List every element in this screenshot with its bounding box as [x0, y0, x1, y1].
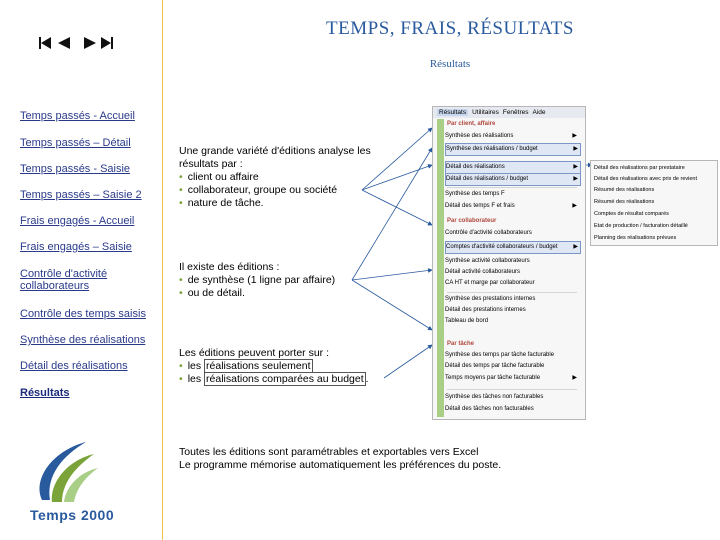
nav-link-temps-saisie[interactable]: Temps passés - Saisie	[20, 163, 131, 175]
logo-text: Temps 2000	[30, 507, 115, 523]
page-title: TEMPS, FRAIS, RÉSULTATS	[326, 18, 574, 39]
scope-intro: Les éditions peuvent porter sur :	[179, 347, 330, 359]
nav-link-frais-accueil[interactable]: Frais engagés - Accueil	[20, 215, 135, 227]
menu-item[interactable]: Comptes d'activité collaborateurs / budget ▶	[445, 241, 581, 254]
submenu-item[interactable]: Résumé des réalisations	[594, 199, 655, 205]
analysis-intro: Une grande variété d'éditions analyse les résultats par :	[179, 145, 371, 170]
menu-item[interactable]: Détail activité collaborateurs	[445, 269, 521, 275]
submenu-arrow-icon: ▶	[572, 203, 577, 209]
scope-item-budget: • les réalisations comparées au budget .	[179, 373, 419, 386]
nav-link-temps-detail[interactable]: Temps passés – Détail	[20, 137, 131, 149]
editions-item: • ou de détail.	[179, 287, 409, 300]
menu-utilitaires[interactable]: Utilitaires	[472, 109, 499, 116]
scope-realisations-seulement: réalisations seulement	[206, 360, 311, 372]
menu-section-collaborateur: Par collaborateur	[447, 218, 497, 224]
analysis-item: • nature de tâche.	[179, 197, 379, 210]
footer-line-2: Le programme mémorise automatiquement les préférences du poste.	[179, 459, 502, 471]
menu-item[interactable]: Détail des tâches non facturables	[445, 406, 534, 412]
menu-section-client: Par client, affaire	[447, 121, 496, 127]
menu-item[interactable]: Synthèse des tâches non facturables	[445, 394, 544, 400]
nav-link-controle-activite[interactable]: Contrôle d'activité collaborateurs	[20, 268, 108, 292]
menu-item[interactable]: Détail des temps F et frais ▶	[445, 201, 579, 212]
submenu-item[interactable]: Résumé des réalisations	[594, 187, 655, 193]
nav-link-controle-temps[interactable]: Contrôle des temps saisis	[20, 308, 146, 320]
submenu-item[interactable]: Détail des réalisations avec prix de revient	[594, 176, 698, 182]
menu-item[interactable]: Temps moyens par tâche facturable ▶	[445, 373, 579, 384]
menu-gutter	[437, 119, 444, 417]
menu-item[interactable]: Détail des temps par tâche facturable	[445, 363, 545, 369]
menu-fenetres[interactable]: Fenêtres	[502, 109, 529, 116]
nav-link-synthese-realisations[interactable]: Synthèse des réalisations	[20, 334, 146, 346]
submenu-arrow-icon: ▶	[573, 146, 578, 152]
nav-link-temps-saisie-2[interactable]: Temps passés – Saisie 2	[20, 189, 142, 201]
scope-realisations-budget: réalisations comparées au budget	[206, 373, 364, 385]
scope-item-realisations: • les réalisations seulement	[179, 360, 419, 373]
page-subtitle: Résultats	[429, 58, 471, 70]
submenu-arrow-icon: ▶	[573, 176, 578, 182]
menu-item[interactable]: Synthèse activité collaborateurs	[445, 258, 530, 264]
editions-item: • de synthèse (1 ligne par affaire)	[179, 274, 409, 287]
nav-link-detail-realisations[interactable]: Détail des réalisations	[20, 360, 128, 372]
menu-item[interactable]: Synthèse des réalisations ▶	[445, 131, 579, 142]
submenu-arrow-icon: ▶	[573, 244, 578, 250]
results-menu-screenshot	[432, 106, 586, 420]
menu-aide[interactable]: Aide	[532, 109, 546, 116]
menu-item[interactable]: Détail des réalisations ▶	[445, 161, 581, 174]
submenu-item[interactable]: Détail des réalisations par prestataire	[594, 165, 685, 171]
submenu-arrow-icon: ▶	[572, 375, 577, 381]
footer-line-1: Toutes les éditions sont paramétrables et exportables vers Excel	[179, 446, 479, 458]
submenu-arrow-icon: ▶	[572, 133, 577, 139]
menu-item[interactable]: Synthèse des temps par tâche facturable	[445, 352, 555, 358]
menu-resultats[interactable]: Résultats	[439, 109, 467, 116]
submenu-item[interactable]: Planning des réalisations prévues	[594, 235, 677, 241]
menu-item[interactable]: Détail des réalisations / budget ▶	[445, 173, 581, 186]
menu-item[interactable]: Synthèse des réalisations / budget ▶	[445, 143, 581, 156]
menu-item[interactable]: Tableau de bord	[445, 318, 489, 324]
submenu-item[interactable]: Comptes de résultat comparés	[594, 211, 669, 217]
menu-item[interactable]: Synthèse des temps F	[445, 191, 505, 197]
nav-link-resultats[interactable]: Résultats	[20, 387, 70, 399]
nav-link-frais-saisie[interactable]: Frais engagés – Saisie	[20, 241, 132, 253]
menu-item[interactable]: CA HT et marge par collaborateur	[445, 280, 535, 286]
analysis-item: • collaborateur, groupe ou société	[179, 184, 379, 197]
submenu-arrow-icon: ▶	[573, 164, 578, 170]
analysis-item: • client ou affaire	[179, 171, 379, 184]
menu-bar	[433, 107, 585, 118]
results-submenu-screenshot	[590, 160, 718, 246]
menu-item[interactable]: Contrôle d'activité collaborateurs	[445, 230, 532, 236]
nav-link-temps-accueil[interactable]: Temps passés - Accueil	[20, 110, 135, 122]
editions-intro: Il existe des éditions :	[179, 261, 280, 273]
submenu-item[interactable]: Etat de production / facturation détaillé	[594, 223, 688, 229]
menu-section-tache: Par tâche	[447, 341, 475, 347]
menu-item[interactable]: Synthèse des prestations internes	[445, 296, 536, 302]
menu-item[interactable]: Détail des prestations internes	[445, 307, 526, 313]
